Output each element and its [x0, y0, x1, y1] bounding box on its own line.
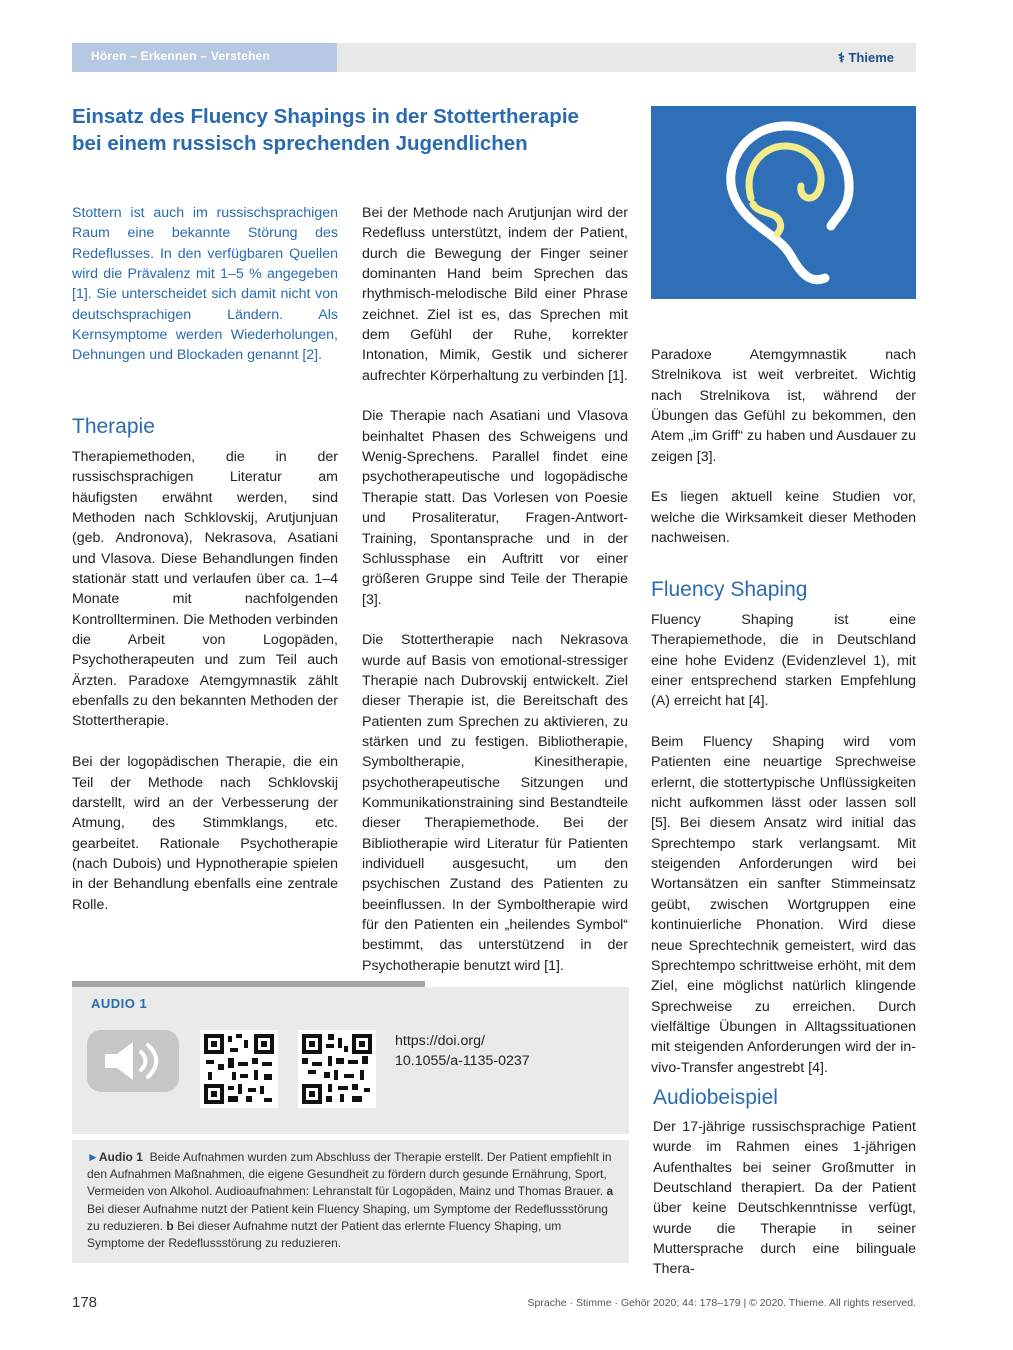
section-label: Hören – Erkennen – Verstehen	[91, 49, 271, 63]
qr-code-a-icon[interactable]	[200, 1030, 278, 1108]
paragraph: Der 17-jährige russischsprachige Patient wurde im Rahmen eines 1-jährigen Aufenthaltes bei seiner Großmutter in Deutschland therapiert. Da der Patient über keine Deutschkenntnisse verfügt, wurde die Therapie in seiner Muttersprache durch eine bilinguale Thera-	[653, 1119, 916, 1278]
citation-footer: Sprache · Stimme · Gehör 2020; 44: 178–179 | © 2020. Thieme. All rights reserved.	[527, 1297, 916, 1309]
heading-audiobeispiel: Audiobeispiel	[653, 1086, 778, 1109]
audio-label: AUDIO 1	[91, 996, 148, 1011]
ear-illustration	[651, 106, 916, 299]
title-line-1: Einsatz des Fluency Shapings in der Stottertherapie	[72, 105, 579, 128]
heading-therapie: Therapie	[72, 415, 155, 438]
column-3-top	[651, 345, 916, 569]
doi-link[interactable]	[395, 1031, 530, 1072]
column-2-body	[362, 203, 628, 996]
caption-body-1: Beide Aufnahmen wurden zum Abschluss der Therapie erstellt. Der Patient empfiehlt in den Aufnahmen Maßnahmen, die eigene Gesundheit zu fördern durch gesunde Ernährung, Sport, Vermeiden von Alkohol. Audioaufnahmen: Lehranstalt für Logopäden, Mainz und Thomas Brauer.	[87, 1150, 612, 1199]
paragraph: Beim Fluency Shaping wird vom Patienten eine neuartige Sprechweise erlernt, die stottertypische Unflüssigkeiten nicht aufkommen lässt oder lassen soll [5]. Bei diesem Ansatz wird initial das Sprechtempo stark verlangsamt. Mit steigenden Anforderungen wird bei Wortansätzen ein sanfter Stimmeinsatz geübt, zwischen Wortgruppen eine kontinuierliche Phonation. Wird diese neue Sprechtechnik gemeistert, wird das Sprechtempo schrittweise erhöht, mit dem Ziel, eine möglichst natürlich klingende Sprechweise zu erreichen. Durch vielfältige Übungen in Alltagssituationen mit steigenden Anforderungen wird der in-vivo-Transfer angestrebt [4].	[651, 734, 916, 1076]
thieme-logo-icon: ⚕	[837, 50, 845, 65]
ear-icon	[651, 106, 916, 299]
speaker-icon[interactable]	[87, 1030, 179, 1092]
paragraph: Bei der logopädischen Therapie, die ein Teil der Methode nach Schklovskij darstellt, wird an der Verbesserung der Atmung, des Stimmklangs, etc. gearbeitet. Rationale Psychotherapie (nach Dubois) und Hypnotherapie spielen in der Behandlung ebenfalls eine zentrale Rolle.	[72, 754, 338, 913]
publisher-logo	[838, 50, 894, 66]
paragraph: Es liegen aktuell keine Studien vor, welche die Wirksamkeit dieser Methoden nachweisen.	[651, 489, 916, 547]
audio-box	[72, 987, 629, 1134]
heading-fluency-shaping: Fluency Shaping	[651, 578, 808, 601]
caption-body-3: Bei dieser Aufnahme nutzt der Patient das erlernte Fluency Shaping, um Symptome der Redeflussstörung zu reduzieren.	[87, 1218, 562, 1251]
paragraph: Die Stottertherapie nach Nekrasova wurde auf Basis von emotional-stressiger Therapie nach Dubrovskij entwickelt. Ziel dieser Therapie ist, die Bereitschaft des Patienten zum Sprechen zu aktivieren, zu stärken und zu festigen. Bibliotherapie, Symboltherapie, Kinesitherapie, psychotherapeutische Sitzungen und Kommunikationstraining sind Bestandteile dieser Therapiemethode. Bei der Bibliotherapie wird Literatur für Patienten individuell ausgesucht, um den psychischen Zustand des Patienten zu beeinflussen. In der Symboltherapie wird für den Patienten ein „heilendes Symbol“ bestimmt, das unterstützend in der Psychotherapie benutzt wird [1].	[362, 632, 628, 974]
caption-marker: ►Audio 1	[87, 1150, 143, 1164]
paragraph: Fluency Shaping ist eine Therapiemethode, die in Deutschland eine hohe Evidenz (Evidenzlevel 1), mit einer entsprechend starken Empfehlung (A) erreicht hat [4].	[651, 612, 916, 710]
doi-line-1: https://doi.org/	[395, 1033, 485, 1049]
column-3-bottom	[653, 1117, 916, 1300]
paragraph: Therapiemethoden, die in der russischsprachigen Literatur am häufigsten erwähnt werden, sind Methoden nach Schklovskij, Arutjunjuan (geb. Andronova), Nekrasova, Asatiani und Vlasova. Diese Behandlungen finden stationär statt und verlaufen über ca. 1–4 Monate mit nachfolgenden Kontrollterminen. Die Methoden verbinden die Arbeit von Logopäden, Psychotherapeuten und zum Teil auch Ärzten. Paradoxe Atemgymnastik zählt ebenfalls zu den bekannten Methoden der Stottertherapie.	[72, 449, 338, 730]
lead-text: Stottern ist auch im russischsprachigen Raum eine bekannte Störung des Redeflusses. In den verfügbaren Quellen wird die Prävalenz mit 1–5 % angegeben [1]. Sie unterscheidet sich damit nicht von deutschsprachigen Ländern. Als Kernsymptome werden Wiederholungen, Dehnungen und Blockaden genannt [2].	[72, 205, 338, 364]
running-header	[72, 43, 916, 72]
title-line-2: bei einem russisch sprechenden Jugendlichen	[72, 132, 528, 155]
audio-caption	[72, 1140, 629, 1263]
caption-a-marker: a	[606, 1184, 614, 1199]
column-3-middle	[651, 610, 916, 1098]
section-label-box	[72, 43, 337, 72]
qr-code-b-icon[interactable]	[298, 1030, 376, 1108]
paragraph: Die Therapie nach Asatiani und Vlasova beinhaltet Phasen des Schweigens und Wenig-Sprechens. Parallel findet eine psychotherapeutische und logopädische Therapie statt. Das Vorlesen von Poesie und Prosaliteratur, Fragen-Antwort-Training, Spontansprache und in der Schlussphase ein Auftritt vor einer größeren Gruppe sind Teile der Therapie [3].	[362, 408, 628, 608]
publisher-name: Thieme	[848, 50, 894, 65]
caption-body-2: Bei dieser Aufnahme nutzt der Patient kein Fluency Shaping, um Symptome der Redeflussstörung zu reduzieren.	[87, 1201, 608, 1233]
page-number: 178	[72, 1294, 98, 1311]
article-title	[72, 103, 632, 157]
paragraph: Bei der Methode nach Arutjunjan wird der Redefluss unterstützt, indem der Patient, durch die Bewegung der Finger seiner dominanten Hand beim Sprechen das rhythmisch-melodische Bild einer Phrase zeichnet. Ziel ist es, das Sprechen mit dem Gefühl der Ruhe, korrekter Intonation, Mimik, Gestik und sicherer aufrechter Körperhaltung zu verbinden [1].	[362, 205, 628, 384]
caption-b-marker: b	[166, 1218, 174, 1233]
doi-line-2: 10.1055/a-1135-0237	[395, 1053, 530, 1070]
column-1-body	[72, 447, 338, 935]
caption-text	[87, 1149, 617, 1252]
paragraph: Paradoxe Atemgymnastik nach Strelnikova ist weit verbreitet. Wichtig nach Strelnikova ist, während der Übungen das Gefühl zu bekommen, den Atem „im Griff“ zu haben und Ausdauer zu zeigen [3].	[651, 347, 916, 465]
lead-paragraph	[72, 203, 338, 386]
